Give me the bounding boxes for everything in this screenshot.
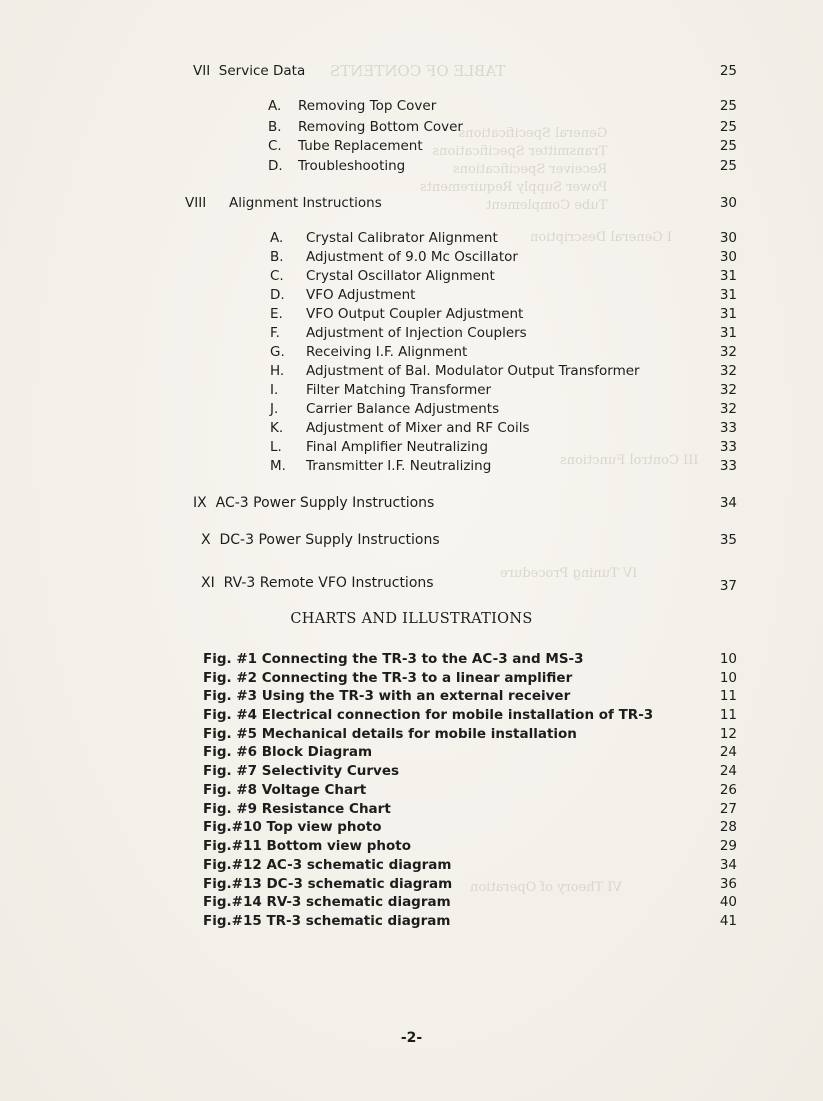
page-number: 24 xyxy=(719,763,737,779)
figure-title: Block Diagram xyxy=(261,744,373,760)
toc-item: K. Adjustment of Mixer and RF Coils xyxy=(270,420,530,436)
section-title: RV-3 Remote VFO Instructions xyxy=(223,575,434,591)
page-number: 25 xyxy=(719,158,737,174)
section-number: VIII xyxy=(185,195,207,211)
page-number: 35 xyxy=(719,532,737,548)
page-number: 25 xyxy=(719,119,737,135)
figure-title: RV-3 schematic diagram xyxy=(266,894,451,910)
figure-entry xyxy=(203,875,452,893)
page-number: 31 xyxy=(719,268,737,284)
toc-item: B. Adjustment of 9.0 Mc Oscillator xyxy=(270,249,518,265)
figure-title: AC-3 schematic diagram xyxy=(266,857,452,873)
section-title: AC-3 Power Supply Instructions xyxy=(215,495,435,511)
figure-label: Fig.#12 xyxy=(203,857,262,873)
figure-title: Resistance Chart xyxy=(261,801,391,817)
figure-entry xyxy=(203,650,584,668)
figure-title: Selectivity Curves xyxy=(261,763,400,779)
figure-entry xyxy=(203,781,366,799)
page-number: 30 xyxy=(719,230,737,246)
charts-heading: CHARTS AND ILLUSTRATIONS xyxy=(290,611,533,627)
figure-entry xyxy=(203,762,399,780)
bleed-through-text: VI Theory of Operation xyxy=(470,880,622,895)
page-number: 25 xyxy=(719,98,737,114)
figure-title: DC-3 schematic diagram xyxy=(266,876,453,892)
page-number: 10 xyxy=(719,651,737,667)
toc-item: B. Removing Bottom Cover xyxy=(268,119,463,135)
toc-item: D. VFO Adjustment xyxy=(270,287,416,303)
page-number: 32 xyxy=(719,382,737,398)
page-number: 31 xyxy=(719,325,737,341)
page-number: 31 xyxy=(719,287,737,303)
toc-item: A. Removing Top Cover xyxy=(268,98,437,114)
toc-item: E. VFO Output Coupler Adjustment xyxy=(270,306,524,322)
figure-entry xyxy=(203,725,577,743)
toc-item: M. Transmitter I.F. Neutralizing xyxy=(270,458,492,474)
bleed-through-text: III Control Functions xyxy=(560,453,699,468)
figure-title: TR-3 schematic diagram xyxy=(266,913,451,929)
page-number: 29 xyxy=(719,838,737,854)
figure-label: Fig.#10 xyxy=(203,819,262,835)
section-x-heading xyxy=(201,531,440,549)
figure-label: Fig. #9 xyxy=(203,801,258,817)
page-number: 28 xyxy=(719,819,737,835)
section-number: XI xyxy=(201,575,215,591)
page-number: 31 xyxy=(719,306,737,322)
section-viii-heading xyxy=(185,194,382,212)
figure-label: Fig.#14 xyxy=(203,894,262,910)
bleed-through-text: I General Description xyxy=(530,230,673,245)
figure-title: Voltage Chart xyxy=(261,782,367,798)
page-number: 41 xyxy=(719,913,737,929)
bleed-through-text: General Specifications Transmitter Specifications Receiver Specifications Power Supply Requirements Tube Complement xyxy=(420,126,608,213)
figure-title: Using the TR-3 with an external receiver xyxy=(261,688,571,704)
section-number: IX xyxy=(193,495,207,511)
toc-item: J. Carrier Balance Adjustments xyxy=(270,401,500,417)
page-number: 11 xyxy=(719,707,737,723)
figure-label: Fig. #4 xyxy=(203,707,258,723)
toc-item: H. Adjustment of Bal. Modulator Output Transformer xyxy=(270,363,640,379)
figure-title: Electrical connection for mobile installation of TR-3 xyxy=(261,707,654,723)
page-number: 10 xyxy=(719,670,737,686)
section-ix-heading xyxy=(193,494,434,512)
section-number: X xyxy=(201,532,211,548)
page-number: 32 xyxy=(719,344,737,360)
figure-title: Connecting the TR-3 to the AC-3 and MS-3 xyxy=(261,651,584,667)
figure-label: Fig. #1 xyxy=(203,651,258,667)
page-number: 36 xyxy=(719,876,737,892)
figure-title: Bottom view photo xyxy=(266,838,411,854)
figure-label: Fig.#15 xyxy=(203,913,262,929)
toc-item: G. Receiving I.F. Alignment xyxy=(270,344,468,360)
page-number: 32 xyxy=(719,401,737,417)
section-vii-heading xyxy=(193,62,305,80)
section-title: DC-3 Power Supply Instructions xyxy=(219,532,440,548)
page-number: 40 xyxy=(719,894,737,910)
page-number: 33 xyxy=(719,420,737,436)
figure-entry xyxy=(203,893,451,911)
figure-entry xyxy=(203,837,411,855)
figure-label: Fig. #7 xyxy=(203,763,258,779)
page-number: 30 xyxy=(719,195,737,211)
page-number: 30 xyxy=(719,249,737,265)
figure-entry xyxy=(203,687,570,705)
figure-entry xyxy=(203,800,391,818)
page-number: 12 xyxy=(719,726,737,742)
toc-item: A. Crystal Calibrator Alignment xyxy=(270,230,498,246)
toc-item: L. Final Amplifier Neutralizing xyxy=(270,439,489,455)
figure-label: Fig. #5 xyxy=(203,726,258,742)
figure-label: Fig.#13 xyxy=(203,876,262,892)
page-number: 27 xyxy=(719,801,737,817)
section-number: VII xyxy=(193,63,211,79)
page-number: 33 xyxy=(719,439,737,455)
figure-title: Mechanical details for mobile installation xyxy=(261,726,577,742)
figure-entry xyxy=(203,706,653,724)
page-number: 34 xyxy=(719,495,737,511)
figure-entry xyxy=(203,669,572,687)
page-number: 11 xyxy=(719,688,737,704)
figure-entry xyxy=(203,912,450,930)
page-number: 25 xyxy=(719,138,737,154)
page-number: 34 xyxy=(719,857,737,873)
page-number: 33 xyxy=(719,458,737,474)
section-title: Service Data xyxy=(218,63,306,79)
bleed-through-text: IV Tuning Procedure xyxy=(500,566,638,581)
page-number: 37 xyxy=(719,578,737,594)
section-xi-heading xyxy=(201,574,434,592)
figure-label: Fig. #2 xyxy=(203,670,258,686)
page-number: 26 xyxy=(719,782,737,798)
toc-item: I. Filter Matching Transformer xyxy=(270,382,492,398)
figure-title: Connecting the TR-3 to a linear amplifier xyxy=(261,670,573,686)
figure-label: Fig. #3 xyxy=(203,688,258,704)
section-title: Alignment Instructions xyxy=(229,195,382,211)
figure-label: Fig.#11 xyxy=(203,838,262,854)
bleed-through-text: TABLE OF CONTENTS xyxy=(330,62,506,80)
figure-label: Fig. #8 xyxy=(203,782,258,798)
figure-entry xyxy=(203,856,451,874)
toc-item: C. Crystal Oscillator Alignment xyxy=(270,268,495,284)
toc-item: C. Tube Replacement xyxy=(268,138,423,154)
figure-label: Fig. #6 xyxy=(203,744,258,760)
page-number: 32 xyxy=(719,363,737,379)
figure-title: Top view photo xyxy=(266,819,382,835)
figure-entry xyxy=(203,818,382,836)
toc-item: F. Adjustment of Injection Couplers xyxy=(270,325,527,341)
page-number: 24 xyxy=(719,744,737,760)
page-number: 25 xyxy=(719,63,737,79)
toc-item: D. Troubleshooting xyxy=(268,158,406,174)
figure-entry xyxy=(203,743,372,761)
page-footer: -2- xyxy=(400,1030,423,1046)
